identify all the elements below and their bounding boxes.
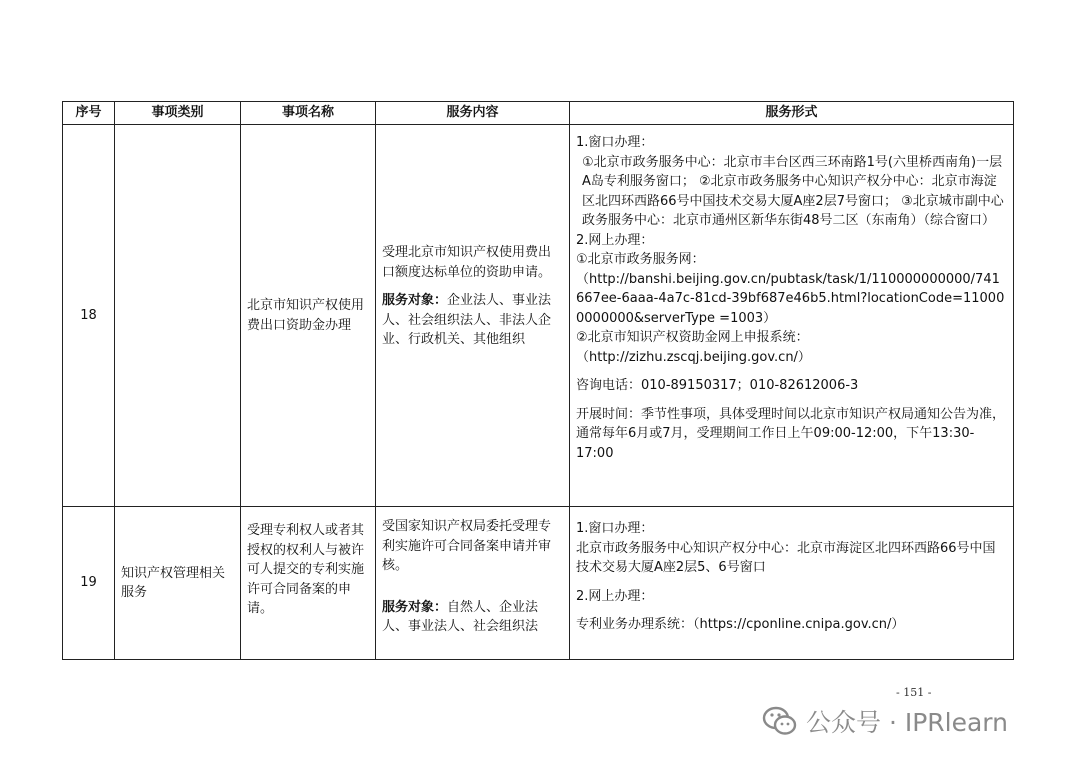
- form-window-text: 北京市政务服务中心知识产权分中心：北京市海淀区北四环西路66号中国技术交易大厦A座2层5、6号窗口: [576, 540, 996, 575]
- row-content: 受理北京市知识产权使用费出口额度达标单位的资助申请。: [382, 245, 552, 280]
- target-label: 服务对象：: [382, 599, 448, 615]
- form-online-2-url: （http://zizhu.zscqj.beijing.gov.cn/）: [576, 349, 811, 365]
- form-online-2: ②北京市知识产权资助金网上申报系统：: [576, 330, 809, 345]
- table-row: [63, 507, 1014, 660]
- header-name: 事项名称: [241, 102, 376, 125]
- form-window-text: ①北京市政务服务中心：北京市丰台区西三环南路1号(六里桥西南角)一层A岛专利服务窗口； ②北京市政务服务中心知识产权分中心：北京市海淀区北四环西路66号中国技术交易大厦A座2层7号窗口； ③北京城市副中心政务服务中心：北京市通州区新华东街48号二区（东南角）（综合窗口）: [582, 154, 1004, 228]
- service-table: [62, 101, 1014, 660]
- wechat-icon: [762, 705, 798, 737]
- table-row: [63, 125, 1014, 507]
- row-content-cell: [376, 507, 570, 660]
- row-no: 18: [63, 125, 115, 507]
- form-online-1: ①北京市政务服务网：: [576, 252, 705, 267]
- form-online-1: 专利业务办理系统：（https://cponline.cnipa.gov.cn/）: [576, 617, 905, 632]
- form-window-title: 1.窗口办理：: [576, 521, 654, 536]
- row-category: [115, 125, 241, 507]
- header-content: 服务内容: [376, 102, 570, 125]
- row-form-cell: [570, 507, 1014, 660]
- row-name: 受理专利权人或者其授权的权利人与被许可人提交的专利实施许可合同备案的申请。: [241, 507, 376, 660]
- target-text: 企业法人、事业法人、社会组织法人、非法人企业、行政机关、其他组织: [382, 293, 552, 347]
- form-phone: 咨询电话：010-89150317；010-82612006-3: [576, 378, 859, 393]
- form-online-1-url: （http://banshi.beijing.gov.cn/pubtask/task/1/110000000000/741667ee-6aaa-4a7c-81cd-39bf687e46b5.html?locationCode=110000000000&serverType =1003）: [576, 271, 1005, 326]
- row-category: 知识产权管理相关服务: [115, 507, 241, 660]
- row-target: [382, 291, 563, 350]
- form-window-title: 1.窗口办理：: [576, 135, 654, 150]
- row-name: 北京市知识产权使用费出口资助金办理: [241, 125, 376, 507]
- header-category: 事项类别: [115, 102, 241, 125]
- page-number: - 151 -: [896, 686, 932, 699]
- row-no: 19: [63, 507, 115, 660]
- row-form-cell: [570, 125, 1014, 507]
- row-target: [382, 598, 563, 637]
- watermark: [762, 703, 1008, 739]
- row-content: 受国家知识产权局委托受理专利实施许可合同备案申请并审核。: [382, 519, 552, 573]
- form-hours: 开展时间：季节性事项，具体受理时间以北京市知识产权局通知公告为准，通常每年6月或7月，受理期间工作日上午09:00-12:00，下午13:30-17:00: [576, 406, 1006, 461]
- row-content-cell: [376, 125, 570, 507]
- form-online-title: 2.网上办理：: [576, 588, 654, 604]
- table-header-row: [63, 102, 1014, 125]
- watermark-text: 公众号 · IPRlearn: [806, 708, 1008, 737]
- target-text: 自然人、企业法人、事业法人、社会组织法: [382, 599, 539, 634]
- form-online-title: 2.网上办理：: [576, 232, 654, 248]
- header-no: 序号: [63, 102, 115, 125]
- header-form: 服务形式: [570, 102, 1014, 125]
- target-label: 服务对象：: [382, 293, 448, 308]
